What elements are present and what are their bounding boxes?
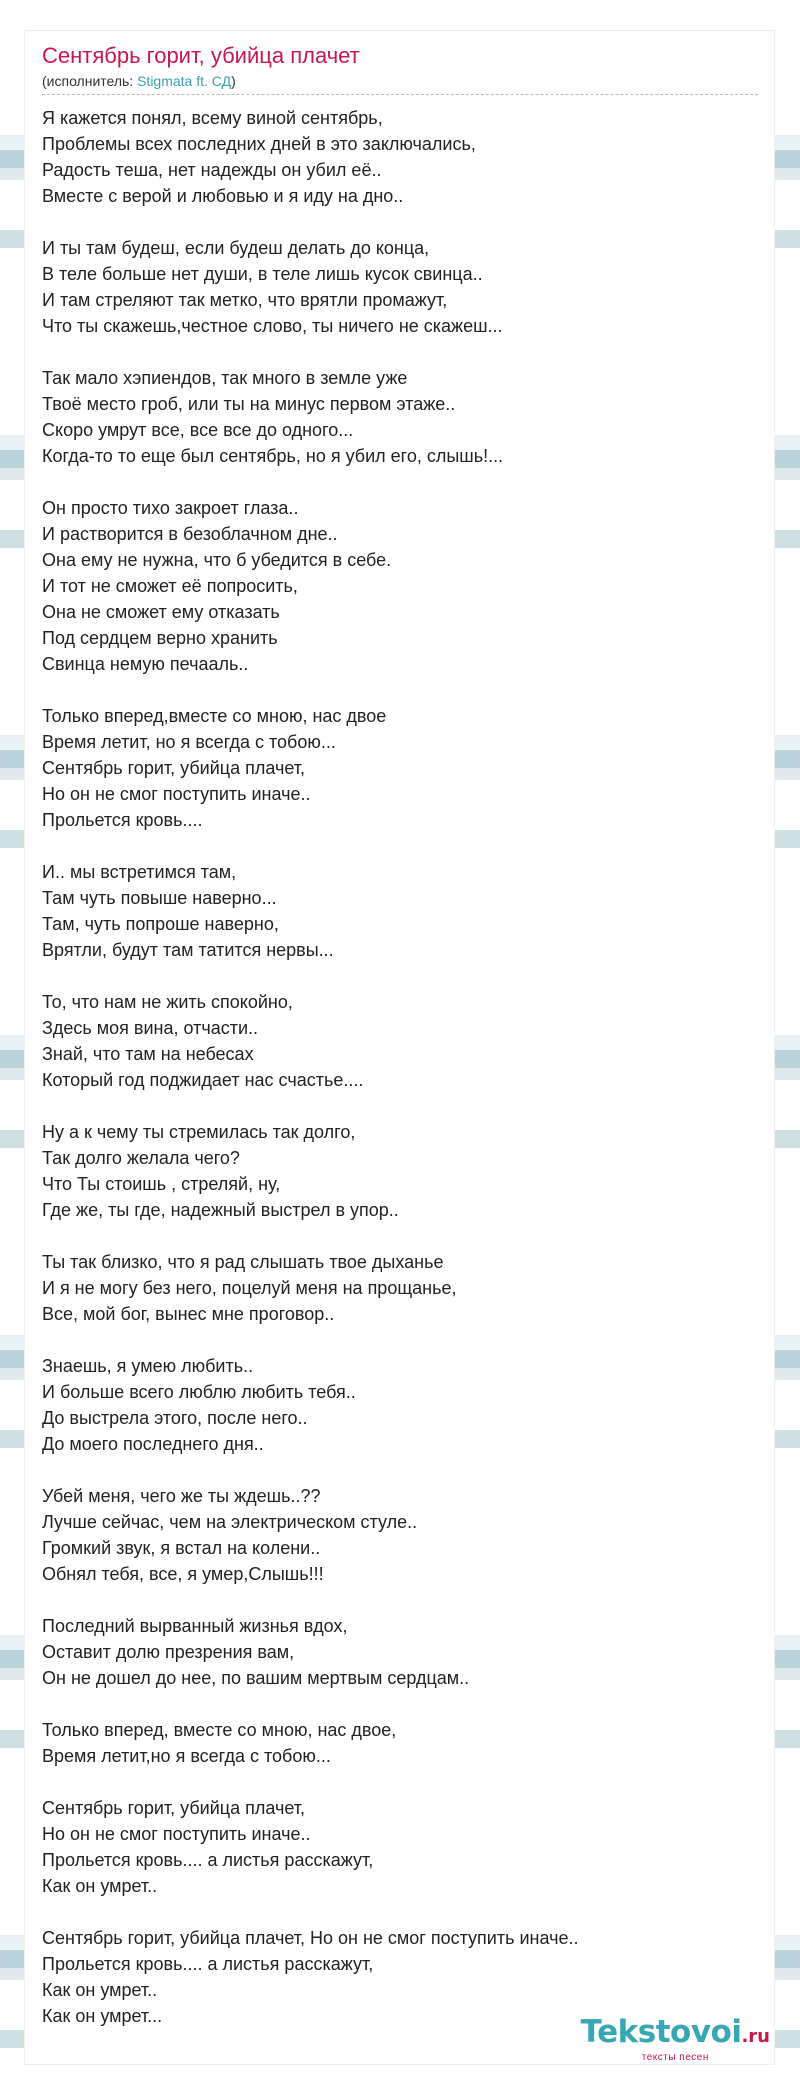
lyrics-stanza xyxy=(42,495,762,677)
lyrics-stanza xyxy=(42,1717,762,1769)
lyric-line: Только вперед,вместе со мною, нас двое xyxy=(42,706,387,726)
lyric-line: Как он умрет.. xyxy=(42,1876,158,1896)
lyric-line: Вместе с верой и любовью и я иду на дно.. xyxy=(42,186,404,206)
lyric-line: Где же, ты где, надежный выстрел в упор.. xyxy=(42,1200,399,1220)
title-divider xyxy=(42,94,758,95)
lyrics-stanza xyxy=(42,365,762,469)
performer-link[interactable]: Stigmata ft. СД xyxy=(137,73,232,89)
site-logo[interactable] xyxy=(581,2015,770,2063)
lyrics-stanza xyxy=(42,703,762,833)
lyric-line: Под сердцем верно хранить xyxy=(42,628,278,648)
lyric-line: И больше всего люблю любить тебя.. xyxy=(42,1382,356,1402)
lyric-line: Он не дошел до нее, по вашим мертвым сердцам.. xyxy=(42,1668,470,1688)
lyrics-stanza xyxy=(42,1119,762,1223)
lyric-line: Она ему не нужна, что б убедится в себе. xyxy=(42,550,392,570)
lyrics-stanza xyxy=(42,989,762,1093)
logo-main-text: Tekstovoi xyxy=(580,2014,742,2050)
lyric-line: Только вперед, вместе со мною, нас двое, xyxy=(42,1720,397,1740)
lyrics-stanza xyxy=(42,859,762,963)
lyric-line: Я кажется понял, всему виной сентябрь, xyxy=(42,108,383,128)
lyric-line: Громкий звук, я встал на колени.. xyxy=(42,1538,321,1558)
lyric-line: Лучше сейчас, чем на электрическом стуле.. xyxy=(42,1512,418,1532)
lyric-line: Сентябрь горит, убийца плачет, xyxy=(42,758,305,778)
lyric-line: Но он не смог поступить иначе.. xyxy=(42,784,311,804)
lyric-line: Так долго желала чего? xyxy=(42,1148,240,1168)
lyric-line: Проблемы всех последних дней в это заключались, xyxy=(42,134,476,154)
lyric-line: Как он умрет... xyxy=(42,2006,163,2026)
lyric-line: Скоро умрут все, все все до одного... xyxy=(42,420,354,440)
lyric-line: То, что нам не жить спокойно, xyxy=(42,992,293,1012)
lyric-line: Там, чуть попроше наверно, xyxy=(42,914,279,934)
lyric-line: Прольется кровь.... а листья расскажут, xyxy=(42,1850,374,1870)
lyric-line: И ты там будеш, если будеш делать до конца, xyxy=(42,238,430,258)
lyric-line: Свинца немую печааль.. xyxy=(42,654,249,674)
lyric-line: И там стреляют так метко, что врятли промажут, xyxy=(42,290,448,310)
lyric-line: Ты так близко, что я рад слышать твое дыханье xyxy=(42,1252,444,1272)
lyric-line: Оставит долю презрения вам, xyxy=(42,1642,295,1662)
lyric-line: И.. мы встретимся там, xyxy=(42,862,237,882)
lyrics-stanza xyxy=(42,1613,762,1691)
song-title: Сентябрь горит, убийца плачет xyxy=(42,43,360,68)
lyrics-stanza xyxy=(42,1795,762,1899)
lyric-line: Время летит,но я всегда с тобою... xyxy=(42,1746,331,1766)
lyric-line: Но он не смог поступить иначе.. xyxy=(42,1824,311,1844)
lyric-line: Что Ты стоишь , стреляй, ну, xyxy=(42,1174,281,1194)
lyric-line: В теле больше нет души, в теле лишь кусок свинца.. xyxy=(42,264,483,284)
lyric-line: Так мало хэпиендов, так много в земле уже xyxy=(42,368,408,388)
lyric-line: Он просто тихо закроет глаза.. xyxy=(42,498,299,518)
lyric-line: Знаешь, я умею любить.. xyxy=(42,1356,254,1376)
lyric-line: Там чуть повыше наверно... xyxy=(42,888,277,908)
logo-tagline: тексты песен xyxy=(641,2052,709,2063)
lyric-line: Здесь моя вина, отчасти.. xyxy=(42,1018,259,1038)
lyrics-stanza xyxy=(42,105,762,209)
lyric-line: Врятли, будут там татится нервы... xyxy=(42,940,334,960)
lyric-line: Знай, что там на небесах xyxy=(42,1044,254,1064)
lyric-line: Твоё место гроб, или ты на минус первом этаже.. xyxy=(42,394,456,414)
lyric-line: Она не сможет ему отказать xyxy=(42,602,280,622)
lyric-line: И тот не сможет её попросить, xyxy=(42,576,298,596)
lyrics-stanza xyxy=(42,1353,762,1457)
performer-prefix: (исполнитель: xyxy=(42,73,138,89)
lyric-line: Время летит, но я всегда с тобою... xyxy=(42,732,336,752)
lyric-line: Прольется кровь.... а листья расскажут, xyxy=(42,1954,374,1974)
lyric-line: Убей меня, чего же ты ждешь..?? xyxy=(42,1486,321,1506)
performer-suffix: ) xyxy=(231,73,236,89)
lyric-line: Как он умрет.. xyxy=(42,1980,158,2000)
lyrics-body xyxy=(42,105,762,2055)
lyric-line: Сентябрь горит, убийца плачет, Но он не смог поступить иначе.. xyxy=(42,1928,579,1948)
lyrics-stanza xyxy=(42,235,762,339)
lyric-line: И растворится в безоблачном дне.. xyxy=(42,524,338,544)
lyric-line: Что ты скажешь,честное слово, ты ничего не скажеш... xyxy=(42,316,503,336)
lyric-line: И я не могу без него, поцелуй меня на прощанье, xyxy=(42,1278,457,1298)
lyric-line: До моего последнего дня.. xyxy=(42,1434,264,1454)
performer-line xyxy=(42,73,236,89)
lyrics-stanza xyxy=(42,1483,762,1587)
logo-domain-suffix: .ru xyxy=(741,2026,770,2047)
lyric-line: Когда-то то еще был сентябрь, но я убил его, слышь!... xyxy=(42,446,504,466)
lyric-line: Который год поджидает нас счастье.... xyxy=(42,1070,364,1090)
lyrics-stanza xyxy=(42,1249,762,1327)
lyric-line: До выстрела этого, после него.. xyxy=(42,1408,308,1428)
lyric-line: Все, мой бог, вынес мне проговор.. xyxy=(42,1304,335,1324)
lyric-line: Радость теша, нет надежды он убил её.. xyxy=(42,160,382,180)
logo-wordmark xyxy=(581,2015,770,2054)
lyric-line: Прольется кровь.... xyxy=(42,810,203,830)
lyric-line: Последний вырванный жизнья вдох, xyxy=(42,1616,348,1636)
lyric-line: Сентябрь горит, убийца плачет, xyxy=(42,1798,305,1818)
lyric-line: Обнял тебя, все, я умер,Слышь!!! xyxy=(42,1564,324,1584)
lyric-line: Ну а к чему ты стремилась так долго, xyxy=(42,1122,356,1142)
